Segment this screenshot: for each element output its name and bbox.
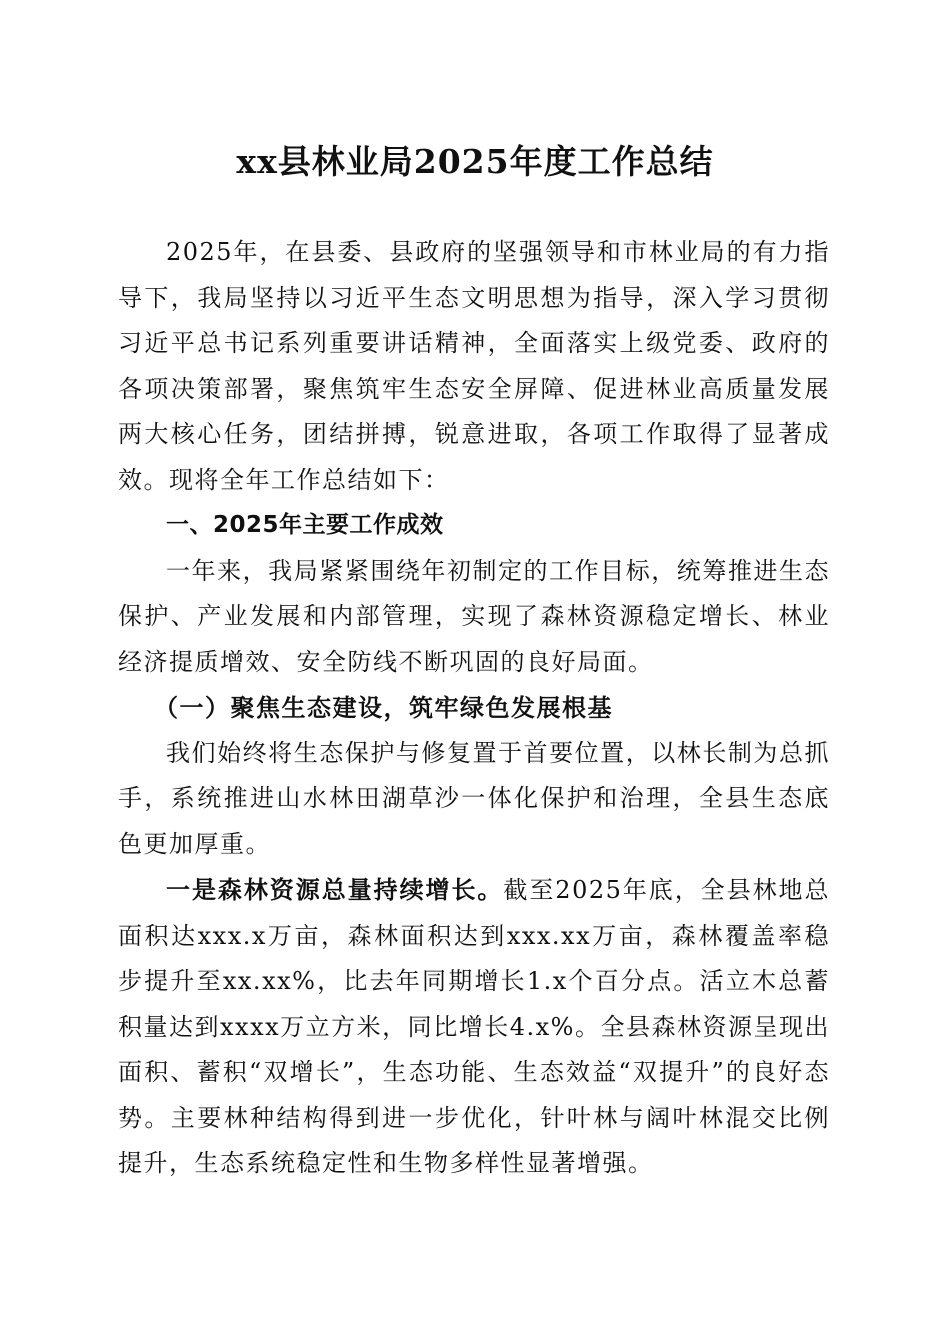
point-lead: 一是森林资源总量持续增长。	[166, 875, 504, 904]
section-heading: 一、2025年主要工作成效	[166, 512, 444, 538]
document-body	[118, 230, 830, 1187]
subsection-paragraph: 我们始终将生态保护与修复置于首要位置，以林长制为总抓手，系统推进山水林田湖草沙一体化保护和治理，全县生态底色更加厚重。	[118, 738, 830, 858]
section-paragraph: 一年来，我局紧紧围绕年初制定的工作目标，统筹推进生态保护、产业发展和内部管理，实现了森林资源稳定增长、林业经济提质增效、安全防线不断巩固的良好局面。	[118, 556, 830, 676]
point-paragraph	[118, 867, 830, 1187]
intro-paragraph: 2025年，在县委、县政府的坚强领导和市林业局的有力指导下，我局坚持以习近平生态文明思想为指导，深入学习贯彻习近平总书记系列重要讲话精神，全面落实上级党委、政府的各项决策部署，聚焦筑牢生态安全屏障、促进林业高质量发展两大核心任务，团结拼搏，锐意进取，各项工作取得了显著成效。现将全年工作总结如下：	[118, 238, 830, 494]
document-title: xx县林业局2025年度工作总结	[236, 142, 714, 181]
subsection-heading: （一）聚焦生态建设，筑牢绿色发展根基	[154, 693, 613, 722]
point-text: 截至2025年底，全县林地总面积达xxx.x万亩，森林面积达到xxx.xx万亩，森林覆盖率稳步提升至xx.xx%，比去年同期增长1.x个百分点。活立木总蓄积量达到xxxx万立方米，同比增长4.x%。全县森林资源呈现出面积、蓄积“双增长”，生态功能、生态效益“双提升”的良好态势。主要林种结构得到进一步优化，针叶林与阔叶林混交比例提升，生态系统稳定性和生物多样性显著增强。	[118, 876, 830, 1177]
